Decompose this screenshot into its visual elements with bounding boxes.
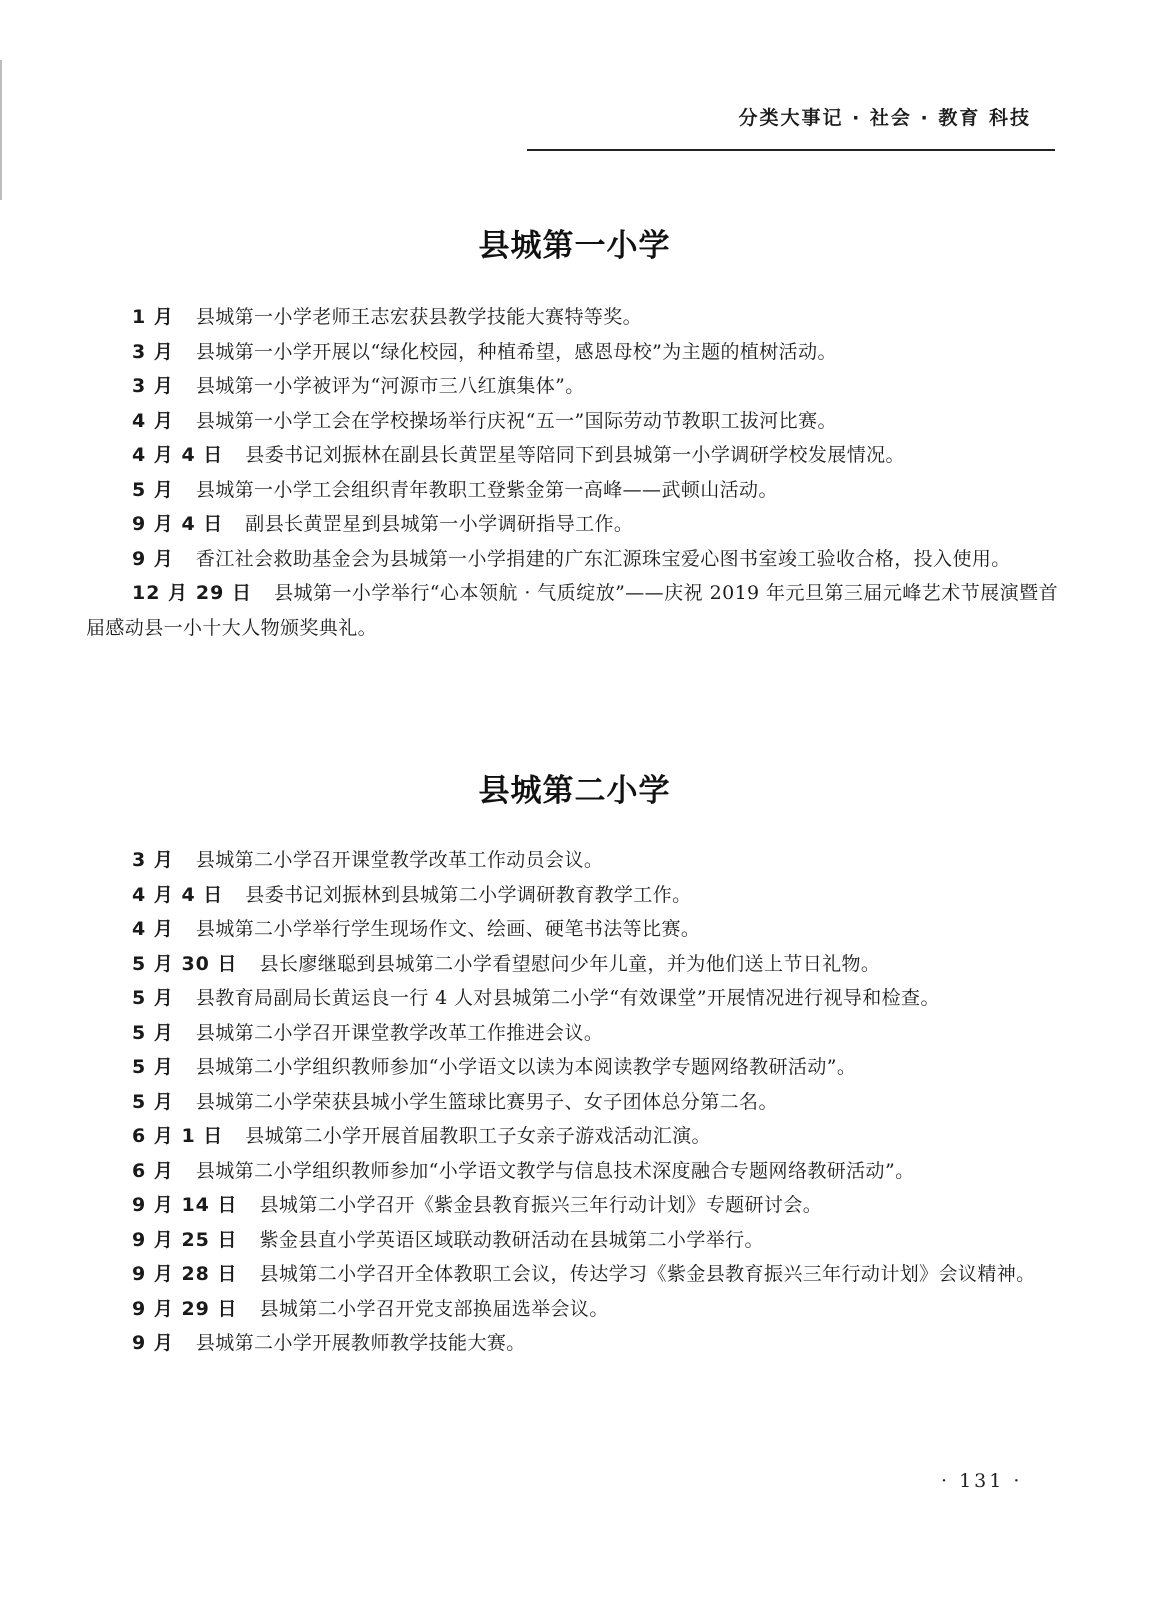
event-text: 县城第一小学开展以“绿化校园，种植希望，感恩母校”为主题的植树活动。 (195, 340, 837, 363)
event-date: 6 月 1 日 (132, 1125, 224, 1147)
event-entry (86, 878, 1058, 913)
event-date: 4 月 (132, 918, 174, 940)
event-entry (86, 1085, 1058, 1120)
event-text: 县长廖继聪到县城第二小学看望慰问少年儿童，并为他们送上节日礼物。 (259, 952, 881, 975)
event-date: 6 月 (132, 1159, 174, 1182)
event-date: 9 月 (132, 547, 174, 570)
event-text: 县城第一小学工会在学校操场举行庆祝“五一”国际劳动节教职工拔河比赛。 (195, 409, 837, 432)
entries-second-school (86, 843, 1058, 1361)
event-text: 县城第一小学工会组织青年教职工登紫金第一高峰——武顿山活动。 (195, 478, 778, 501)
event-entry (86, 1257, 1058, 1292)
event-entry (86, 912, 1058, 947)
event-entry (86, 542, 1058, 577)
event-date: 5 月 (132, 1021, 174, 1044)
event-text: 县城第二小学召开课堂教学改革工作推进会议。 (195, 1021, 604, 1044)
event-entry (86, 576, 1058, 645)
event-text: 县教育局副局长黄运良一行 4 人对县城第二小学“有效课堂”开展情况进行视导和检查。 (195, 987, 940, 1009)
event-entry (86, 947, 1058, 982)
event-entry (86, 369, 1058, 404)
event-entry (86, 1154, 1058, 1189)
running-header: 分类大事记 · 社会 · 教育 科技 (738, 107, 1031, 129)
event-date: 9 月 4 日 (132, 513, 224, 535)
event-entry (86, 1119, 1058, 1154)
event-text: 县城第二小学开展首届教职工子女亲子游戏活动汇演。 (245, 1125, 711, 1147)
event-date: 1 月 (132, 306, 174, 328)
event-date: 9 月 25 日 (132, 1228, 238, 1251)
event-text: 县城第二小学召开课堂教学改革工作动员会议。 (195, 849, 604, 871)
event-date: 9 月 14 日 (132, 1194, 238, 1216)
page-number: · 131 · (941, 1470, 1023, 1492)
event-text: 县城第二小学召开全体教职工会议，传达学习《紫金县教育振兴三年行动计划》会议精神。 (259, 1263, 1036, 1285)
event-entry (86, 507, 1058, 542)
event-date: 5 月 (132, 987, 174, 1009)
event-text: 县城第二小学组织教师参加“小学语文教学与信息技术深度融合专题网络教研活动”。 (195, 1159, 915, 1182)
event-date: 5 月 (132, 1056, 174, 1078)
event-text: 县城第一小学举行“心本领航 · 气质绽放”——庆祝 2019 年元旦第三届元峰艺术节展演暨首届感动县一小十大人物颁奖典礼。 (86, 582, 1058, 639)
event-text: 县委书记刘振林到县城第二小学调研教育教学工作。 (245, 883, 692, 906)
event-text: 县委书记刘振林在副县长黄罡星等陪同下到县城第一小学调研学校发展情况。 (245, 444, 905, 466)
event-date: 9 月 (132, 1332, 174, 1354)
event-entry (86, 1223, 1058, 1258)
event-text: 县城第二小学荣获县城小学生篮球比赛男子、女子团体总分第二名。 (195, 1090, 778, 1113)
event-entry (86, 404, 1058, 439)
event-date: 5 月 30 日 (132, 952, 238, 975)
event-entry (86, 981, 1058, 1016)
event-entry (86, 1016, 1058, 1051)
event-text: 县城第一小学老师王志宏获县教学技能大赛特等奖。 (195, 306, 643, 328)
event-entry (86, 1326, 1058, 1361)
event-date: 5 月 (132, 478, 174, 501)
event-entry (86, 1188, 1058, 1223)
event-entry (86, 300, 1058, 335)
event-date: 9 月 28 日 (132, 1263, 238, 1285)
event-text: 县城第二小学开展教师教学技能大赛。 (195, 1332, 526, 1354)
page-edge-shadow (0, 60, 2, 200)
entries-first-school (86, 300, 1058, 645)
event-date: 12 月 29 日 (132, 582, 253, 604)
event-date: 5 月 (132, 1090, 174, 1113)
event-date: 3 月 (132, 375, 174, 397)
section-title-second-school: 县城第二小学 (478, 773, 671, 809)
event-date: 4 月 (132, 409, 174, 432)
event-entry (86, 438, 1058, 473)
event-text: 县城第二小学举行学生现场作文、绘画、硬笔书法等比赛。 (195, 918, 701, 940)
event-text: 县城第二小学召开《紫金县教育振兴三年行动计划》专题研讨会。 (259, 1194, 823, 1216)
section-title-first-school: 县城第一小学 (478, 228, 671, 264)
event-text: 香江社会救助基金会为县城第一小学捐建的广东汇源珠宝爱心图书室竣工验收合格，投入使用。 (195, 547, 1011, 570)
event-date: 4 月 4 日 (132, 883, 224, 906)
event-text: 县城第二小学组织教师参加“小学语文以读为本阅读教学专题网络教研活动”。 (195, 1056, 857, 1078)
event-entry (86, 335, 1058, 370)
event-text: 县城第二小学召开党支部换届选举会议。 (259, 1297, 609, 1320)
event-entry (86, 1050, 1058, 1085)
event-text: 县城第一小学被评为“河源市三八红旗集体”。 (195, 375, 585, 397)
event-text: 紫金县直小学英语区域联动教研活动在县城第二小学举行。 (259, 1228, 764, 1251)
event-text: 副县长黄罡星到县城第一小学调研指导工作。 (245, 513, 634, 535)
event-date: 3 月 (132, 849, 174, 871)
header-rule (527, 149, 1055, 151)
event-date: 9 月 29 日 (132, 1297, 238, 1320)
event-entry (86, 473, 1058, 508)
event-date: 4 月 4 日 (132, 444, 224, 466)
event-entry (86, 843, 1058, 878)
event-entry (86, 1292, 1058, 1327)
event-date: 3 月 (132, 340, 174, 363)
